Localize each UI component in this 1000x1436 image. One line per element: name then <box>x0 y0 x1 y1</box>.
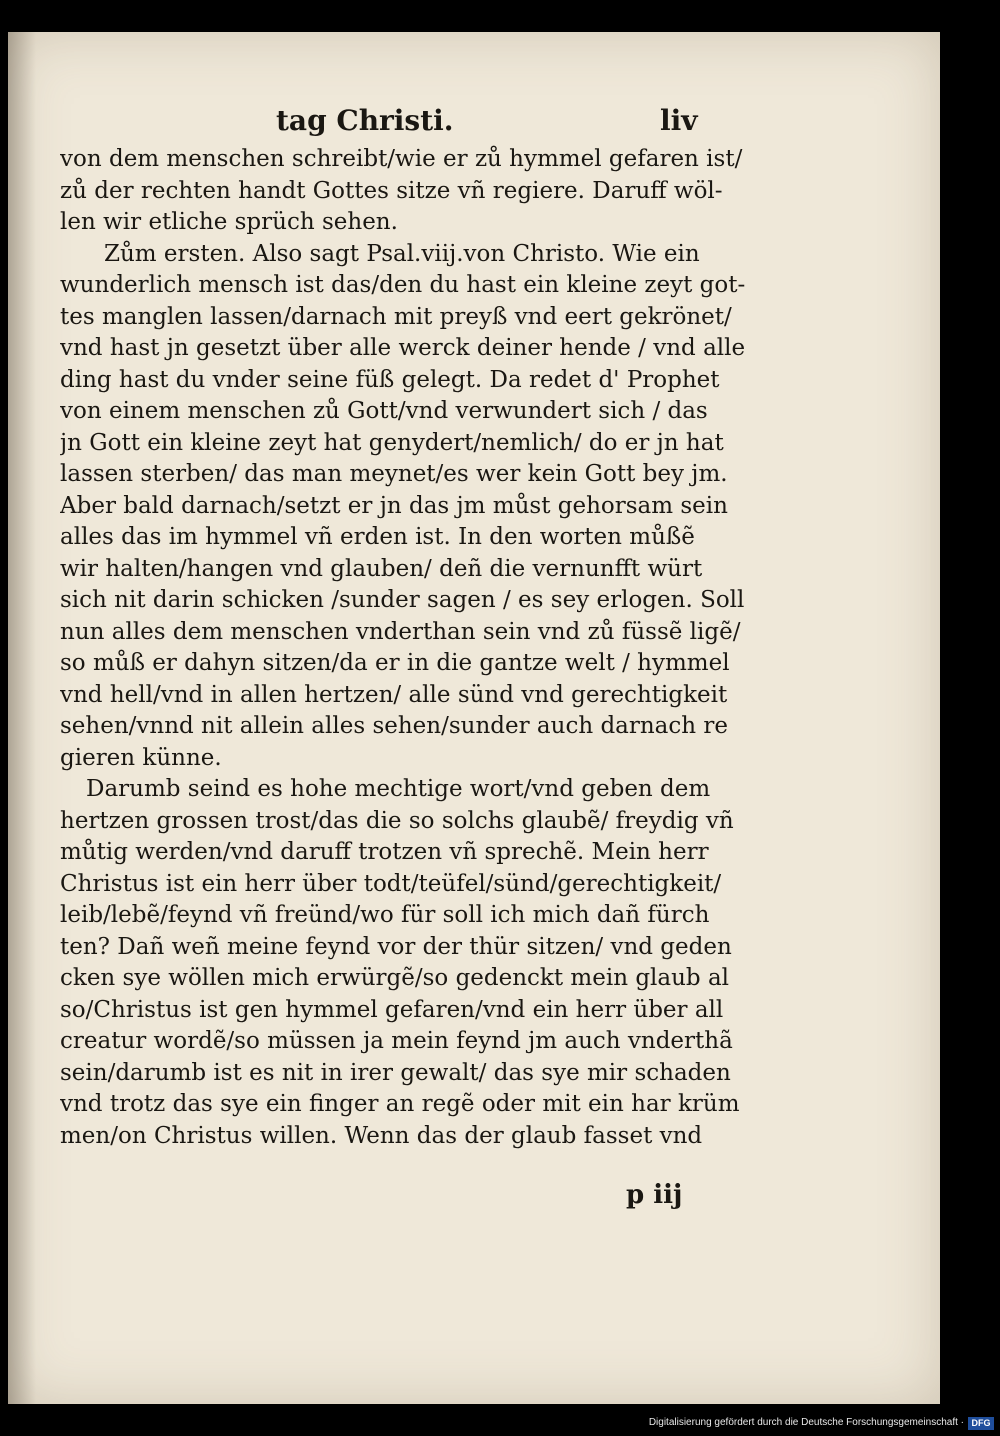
text-line: nun alles dem menschen vnderthan sein vnd zů füssẽ ligẽ/ <box>60 618 741 645</box>
text-line: ten? Dañ weñ meine feynd vor der thür sitzen/ vnd geden <box>60 933 732 960</box>
text-line: cken sye wöllen mich erwürgẽ/so gedenckt mein glaub al <box>60 965 730 991</box>
text-line: von dem menschen schreibt/wie er zů hymmel gefaren ist/ <box>60 146 743 172</box>
text-line: vnd hell/vnd in allen hertzen/ alle sünd vnd gerechtigkeit <box>60 681 728 708</box>
text-line: Darumb seind es hohe mechtige wort/vnd geben dem <box>86 776 711 802</box>
text-line: len wir etliche sprüch sehen. <box>60 209 398 235</box>
page-header <box>8 104 940 144</box>
book-page <box>8 32 940 1404</box>
text-line: von einem menschen zů Gott/vnd verwundert sich / das <box>60 398 708 424</box>
text-line: creatur wordẽ/so müssen ja mein feynd jm auch vnderthã <box>60 1028 733 1054</box>
text-line: leib/lebẽ/feynd vñ freünd/wo für soll ich mich dañ fürch <box>60 902 710 928</box>
body-text <box>60 144 760 1152</box>
text-line: gieren künne. <box>60 744 222 771</box>
text-line: wunderlich mensch ist das/den du hast ein kleine zeyt got- <box>60 272 746 298</box>
text-line: můtig werden/vnd daruff trotzen vñ sprechẽ. Mein herr <box>60 839 709 865</box>
text-line: Aber bald darnach/setzt er jn das jm můst gehorsam sein <box>60 492 728 519</box>
text-line: men/on Christus willen. Wenn das der glaub fasset vnd <box>60 1122 703 1149</box>
text-line: zů der rechten handt Gottes sitze vñ regiere. Daruff wöl- <box>60 177 723 204</box>
text-line: alles das im hymmel vñ erden ist. In den worten můßẽ <box>60 524 695 550</box>
text-line: sehen/vnnd nit allein alles sehen/sunder auch darnach re <box>60 713 729 739</box>
text-line: Zům ersten. Also sagt Psal.viij.von Christo. Wie ein <box>104 240 700 267</box>
running-title: tag Christi. <box>276 104 454 137</box>
folio-number: liv <box>660 104 698 137</box>
text-line: Christus ist ein herr über todt/teüfel/sünd/gerechtigkeit/ <box>60 870 722 897</box>
text-line: wir halten/hangen vnd glauben/ deñ die vernunfft würt <box>60 555 703 582</box>
signature-mark: p iij <box>626 1180 683 1210</box>
text-line: so můß er dahyn sitzen/da er in die gantze welt / hymmel <box>60 650 730 676</box>
text-line: hertzen grossen trost/das die so solchs glaubẽ/ freydig vñ <box>60 807 734 834</box>
text-line: sich nit darin schicken /sunder sagen / es sey erlogen. Soll <box>60 587 745 613</box>
text-line: jn Gott ein kleine zeyt hat genydert/nemlich/ do er jn hat <box>60 429 724 456</box>
text-line: so/Christus ist gen hymmel gefaren/vnd ein herr über all <box>60 996 724 1023</box>
text-line: vnd trotz das sye ein finger an regẽ oder mit ein har krüm <box>60 1091 740 1117</box>
text-line: ding hast du vnder seine füß gelegt. Da redet d' Prophet <box>60 366 720 393</box>
text-line: sein/darumb ist es nit in irer gewalt/ das sye mir schaden <box>60 1059 731 1086</box>
text-line: lassen sterben/ das man meynet/es wer kein Gott bey jm. <box>60 461 728 487</box>
text-line: tes manglen lassen/darnach mit preyß vnd eert gekrönet/ <box>60 303 732 330</box>
text-line: vnd hast jn gesetzt über alle werck deiner hende / vnd alle <box>60 335 746 361</box>
funding-credit: Digitalisierung gefördert durch die Deutsche Forschungsgemeinschaft · <box>648 1417 964 1428</box>
dfg-logo-icon: DFG <box>968 1417 994 1430</box>
